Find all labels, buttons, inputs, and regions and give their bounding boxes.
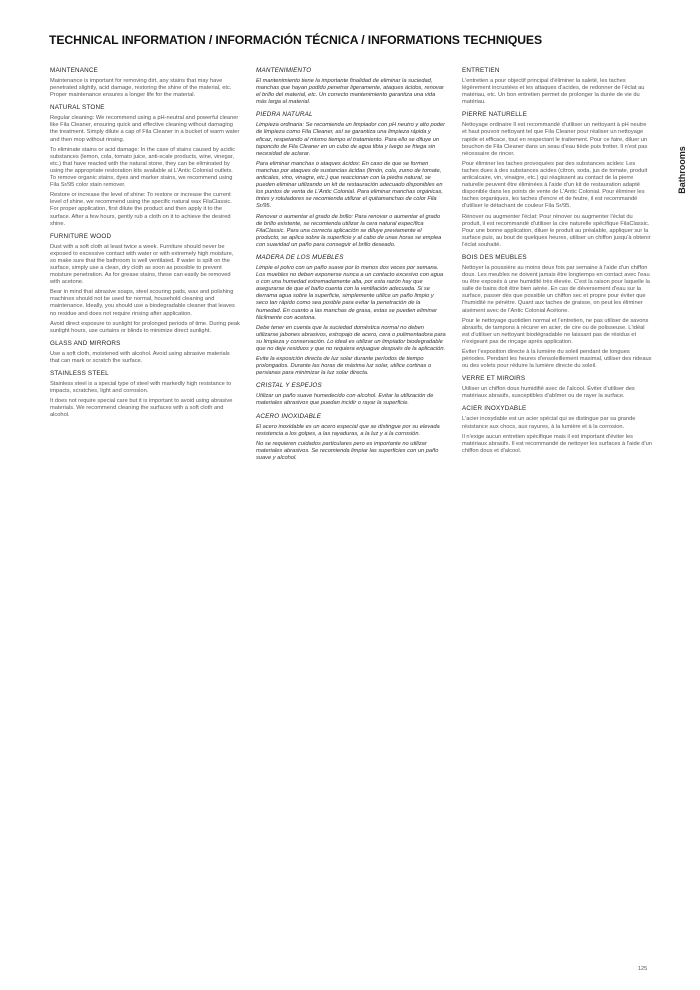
section-paragraph: No se requieren cuidados particulares pero es importante no utilizar materiales abrasivos. Se recomienda limpiar las superficies con un paño suave y alcohol. <box>256 440 439 461</box>
section-es-3 <box>256 382 446 407</box>
section-paragraph: Limpie el polvo con un paño suave por lo menos dos veces por semana. Los muebles no deben exponerse nunca a un contacto excesivo con agua o con una humedad extremadamente alta, por esta razón hay que asegurarse de que el baño cuenta con la ventilación adecuada. Si se derrama agua sobre la superficie, simplemente utilice un paño limpio y seco tan rápido como sea posible para evitar la penetración de la humedad. En cuanto a las manchas de grasa, estas se pueden eliminar fácilmente con acetona. <box>256 264 444 321</box>
section-fr-4 <box>462 405 652 454</box>
section-heading: PIEDRA NATURAL <box>256 111 313 119</box>
section-es-4 <box>256 413 446 462</box>
section-paragraph: Use a soft cloth, moistened with alcohol. Avoid using abrasive materials that can mark or scratch the surface. <box>50 350 230 364</box>
section-paragraph: El acero inoxidable es un acero especial que se distingue por su elevada resistencia a los golpes, a las rayaduras, a la luz y a la corrosión. <box>256 423 440 437</box>
section-paragraph: Bear in mind that abrasive soaps, steel scouring pads, wax and polishing machines should not be used for normal, household cleaning and maintenance. Ideally, you should use a biodegradable cleaner that leaves no residue and does not require rinsing after application. <box>50 289 235 317</box>
section-heading: FURNITURE WOOD <box>50 232 112 240</box>
section-fr-1 <box>462 111 652 249</box>
section-paragraph: Restore or increase the level of shine: To restore or increase the current level of shine, we recommend using the specific natural wax FilaClassic. For proper application, first dilute the product and then apply it to the surface. After a few hours, gently rub a cloth on it to achieve the desired shine. <box>50 192 232 227</box>
section-paragraph: To eliminate stains or acid damage: In the case of stains caused by acidic substances (lemon, cola, tomato juice, anti-scale products, wine, vinegar, etc.) that have reacted with the natural stone, they can be eliminated by using the appropriate restoration kits available at L'Antic Colonial outlets. To remove organic stains, dyes and marker stains, we recommend using Fila Sr/95 color stain remover. <box>50 146 235 189</box>
column-english <box>50 67 240 424</box>
section-paragraph: Evite la exposición directa de luz solar durante períodos de tiempo prolongados. Durante las horas de máxima luz solar, utilice cortinas o persianas para minimizar la luz solar directa. <box>256 356 432 377</box>
section-heading: MAINTENANCE <box>50 67 99 74</box>
section-paragraph: Pour éliminer les taches provoquées par des substances acides: Les taches dues à des substances acides (citron, soda, jus de tomate, produit anticalcaire, vin, vinaigre, etc.) qui réagissent au contact de la pierre naturelle peuvent être éliminées à l'aide d'un kit de restauration adapté disponible dans les points de vente de L'Antic Colonial. Pour éliminer les taches organiques, les taches d'encre et de feutre, il est recommandé d'utiliser le détachant de couleur Fila Sr/95. <box>462 160 648 210</box>
section-paragraph: El mantenimiento tiene la importante finalidad de eliminar la suciedad, manchas que hayan podido penetrar ligeramente, ataques ácidos, renovar el brillo del material, etc. Un correcto mantenimiento garantiza una vida más larga al material. <box>256 78 444 106</box>
section-paragraph: Utilizar un paño suave humedecido con alcohol. Evitar la utilización de materiales abrasivos que puedan incidir o rayar la superficie. <box>256 393 434 407</box>
section-paragraph: Il n'exige aucun entretien spécifique mais il est important d'éviter les matériaux abrasifs. Il est recommandé de nettoyer les surfaces à l'aide d'un chiffon doux et d'alcool. <box>462 433 652 454</box>
section-paragraph: It does not require special care but it is important to avoid using abrasive materials. We recommend cleaning the surfaces with a soft cloth and alcohol. <box>50 398 233 419</box>
section-heading: PIERRE NATURELLE <box>462 111 528 119</box>
section-heading: MANTENIMIENTO <box>256 67 312 74</box>
section-paragraph: Dust with a soft cloth at least twice a week. Furniture should never be exposed to excessive contact with water or with extremely high moisture, so make sure that the bathroom is well ventilated. If water is spilt on the surface, simply use a clean, dry cloth as soon as possible to prevent moisture penetration. As for grease stains, these can easily be removed with acetone. <box>50 243 234 286</box>
section-paragraph: Pour le nettoyage quotidien normal et l'entretien, ne pas utiliser de savons abrasifs, de tampons à récurer en acier, de cire ou de polisseuse. L'idéal est d'utiliser un nettoyant biodégradable ne laissant pas de résidus et n'exigeant pas de rinçage après application. <box>462 317 649 345</box>
section-heading: BOIS DES MEUBLES <box>462 253 527 261</box>
section-en-0 <box>50 67 240 99</box>
column-spanish <box>256 67 446 467</box>
section-paragraph: Maintenance is important for removing dirt, any stains that may have penetrated slightly, acid damage, restoring the shine of the material, etc. Proper maintenance ensures a longer life for the material. <box>50 78 232 99</box>
section-paragraph: Para eliminar manchas o ataques ácidos: En caso de que se formen manchas por ataques de sustancias ácidas (limón, cola, zumo de tomate, anticales, vino, vinagre, etc.) que reaccionan con la piedra natural, se pueden eliminar utilizando un kit de restauración adecuado disponibles en los puntos de venta de L'Antic Colonial. Para eliminar manchas orgánicas, tintes y rotuladores se recomienda utilizar el quitamanchas de color Fila Sr/95. <box>256 160 443 210</box>
section-heading: ACIER INOXYDABLE <box>462 405 527 413</box>
section-heading: GLASS AND MIRRORS <box>50 339 121 347</box>
section-heading: CRISTAL Y ESPEJOS <box>256 382 322 390</box>
section-heading: ACERO INOXIDABLE <box>256 412 322 420</box>
section-paragraph: Éviter l'exposition directe à la lumière du soleil pendant de longues périodes. Pendant les heures d'ensoleillement maximal, utiliser des rideaux ou des volets pour réduire la lumière directe du soleil. <box>462 349 652 370</box>
section-paragraph: Regular cleaning: We recommend using a pH-neutral and powerful cleaner like Fila Cleaner, ensuring quick and effective cleaning without damaging the treatment. Simply dilute a cap of Fila Cleaner in a bucket of warm water and then mop without rinsing. <box>50 115 240 143</box>
section-paragraph: Rénover ou augmenter l'éclat: Pour rénover ou augmenter l'éclat du produit, il est recommandé d'utiliser la cire naturelle spécifique FilaClassic. Pour une bonne application, diluer le produit au préalable, appliquer sur la surface puis, au bout de quelques heures, utiliser un chiffon jusqu'à obtenir l'éclat souhaité. <box>462 213 651 248</box>
section-es-2 <box>256 254 446 377</box>
section-paragraph: Stainless steel is a special type of steel with markedly high resistance to impacts, scratches, light and corrosion. <box>50 381 232 395</box>
section-paragraph: L'entretien a pour objectif principal d'éliminer la saleté, les taches légèrement incrustées et les attaques d'acides, de redonner de l'éclat au matériau, etc. Un bon entretien permet de prolonger la durée de vie du matériau. <box>462 78 645 106</box>
section-fr-3 <box>462 375 652 400</box>
section-es-1 <box>256 111 446 249</box>
section-paragraph: L'acier inoxydable est un acier spécial qui se distingue par sa grande résistance aux chocs, aux rayures, à la lumière et à la corrosion. <box>462 416 636 430</box>
section-heading: NATURAL STONE <box>50 104 105 112</box>
section-heading: VERRE ET MIROIRS <box>462 375 526 383</box>
section-en-2 <box>50 233 240 335</box>
section-paragraph: Renovar o aumentar el grado de brillo: Para renovar o aumentar el grado de brillo existente, se recomienda utilizar la cera natural específica FilaClassic. Para una correcta aplicación se diluye previamente el producto, se aplica sobre la superficie y al cabo de unas horas se emplea con suavidad un paño para conseguir el brillo deseado. <box>256 213 442 248</box>
section-paragraph: Limpieza ordinaria: Se recomienda un limpiador con pH neutro y alto poder de limpieza como Fila Cleaner, así se garantiza una limpieza rápida y eficaz, respetando al mismo tiempo el tratamiento. Para ello se diluye un taponcito de Fila Cleaner en un cubo de agua tibia y luego se friega sin necesidad de aclarar. <box>256 122 446 157</box>
side-tab-label: Bathrooms <box>677 146 688 194</box>
column-french <box>462 67 652 460</box>
section-en-4 <box>50 370 240 419</box>
section-paragraph: Avoid direct exposure to sunlight for prolonged periods of time. During peak sunlight hours, use curtains or blinds to minimize direct sunlight. <box>50 320 240 334</box>
section-es-0 <box>256 67 446 106</box>
section-paragraph: Nettoyage ordinaire Il est recommandé d'utiliser un nettoyant à pH neutre et haut pouvoir nettoyant tel que Fila Cleaner pour réaliser un nettoyage rapide et efficace, tout en respectant le traitement. Pour ce faire, diluer un bouchon de Fila Cleaner dans un seau d'eau tiède puis frotter. Il n'est pas nécessaire de rincer. <box>462 122 648 157</box>
section-en-3 <box>50 340 240 365</box>
section-heading: STAINLESS STEEL <box>50 370 109 377</box>
section-paragraph: Nettoyer la poussière au moins deux fois par semaine à l'aide d'un chiffon doux. Les meubles ne doivent jamais être longtemps en contact avec l'eau ou être exposés à une humidité très élevée. C'est la raison pour laquelle la salle de bains doit être bien aérée. En cas de déversement d'eau sur la surface, passer dès que possible un chiffon sec et propre pour éviter que l'humidité ne pénètre. Quant aux taches de graisse, on peut les éliminer aisément avec de l'Antic Colonial Acétone. <box>462 264 650 314</box>
section-paragraph: Debe tener en cuenta que la suciedad doméstica normal no deben utilizarse jabones abrasivos, estropajo de acero, cera o pulimentadora para su limpieza y conservación. Lo ideal es utilizar un limpiador biodegradable que no deje residuos y que no requiera enjuague después de la aplicación. <box>256 324 446 352</box>
section-side-tab <box>672 140 692 200</box>
page-number: 125 <box>638 966 648 972</box>
section-fr-0 <box>462 67 652 106</box>
section-paragraph: Utiliser un chiffon doux humidifié avec de l'alcool. Éviter d'utiliser des matériaux abrasifs, susceptibles d'abîmer ou de rayer la surface. <box>462 386 635 400</box>
section-heading: MADERA DE LOS MUEBLES <box>256 253 344 261</box>
section-heading: ENTRETIEN <box>462 67 500 74</box>
section-en-1 <box>50 104 240 227</box>
page-title: TECHNICAL INFORMATION / INFORMACIÓN TÉCNICA / INFORMATIONS TECHNIQUES <box>49 33 542 47</box>
section-fr-2 <box>462 254 652 370</box>
